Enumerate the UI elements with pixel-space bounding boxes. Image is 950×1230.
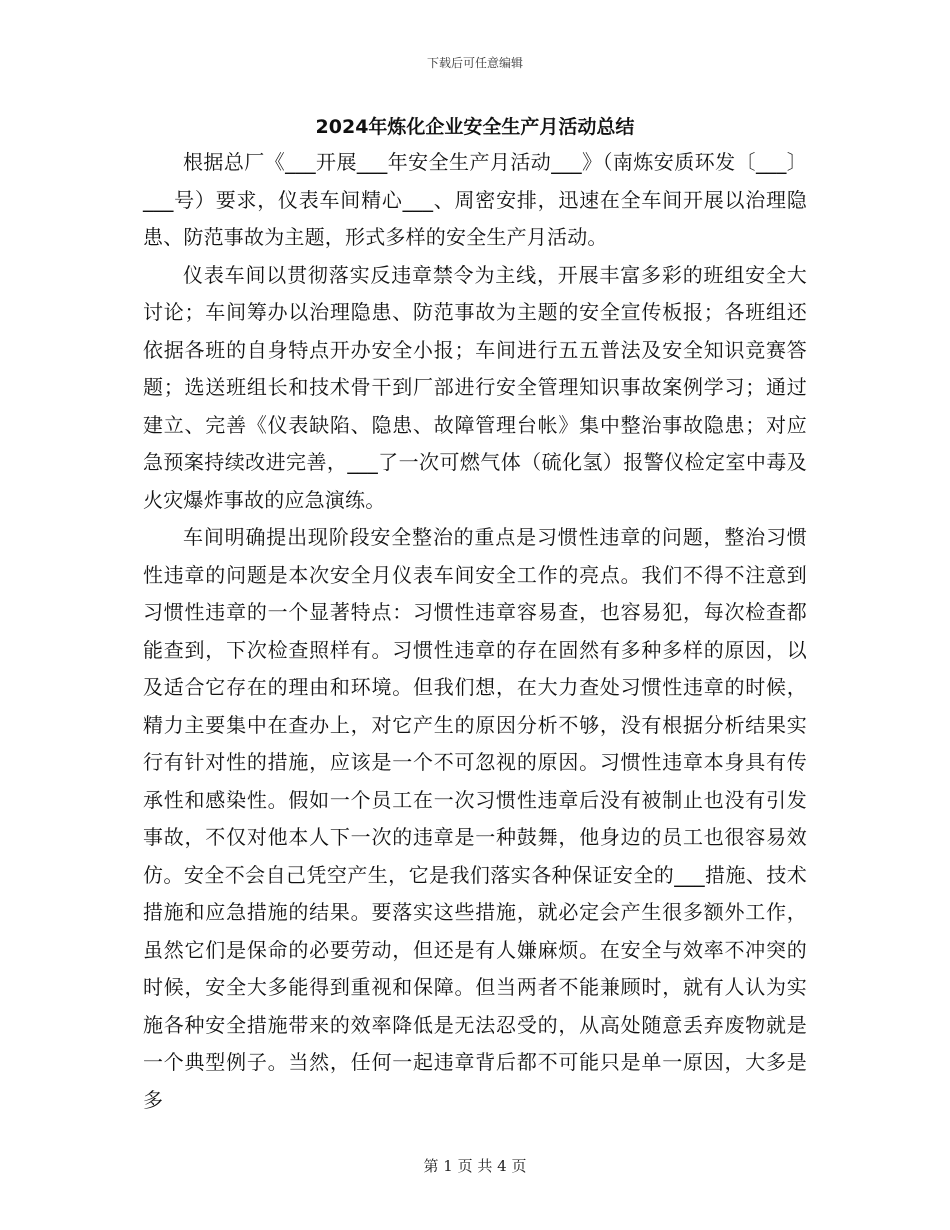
- page-number: 第 1 页 共 4 页: [423, 1157, 527, 1175]
- paragraph-2: 仪表车间以贯彻落实反违章禁令为主线，开展丰富多彩的班组安全大讨论；车间筹办以治理隐患、防范事故为主题的安全宣传板报；各班组还依据各班的自身特点开办安全小报；车间进行五五普法及安全知识竞赛答题；选送班组长和技术骨干到厂部进行安全管理知识事故案例学习；通过建立、完善《仪表缺陷、隐患、故障管理台帐》集中整治事故隐患；对应急预案持续改进完善，___了一次可燃气体（硫化氢）报警仪检定室中毒及火灾爆炸事故的应急演练。: [143, 262, 807, 512]
- document-body: [143, 144, 807, 1119]
- document-title: 2024年炼化企业安全生产月活动总结: [315, 116, 635, 138]
- page-header-note: 下载后可任意编辑: [426, 56, 523, 70]
- paragraph-3: 车间明确提出现阶段安全整治的重点是习惯性违章的问题，整治习惯性违章的问题是本次安全月仪表车间安全工作的亮点。我们不得不注意到习惯性违章的一个显著特点：习惯性违章容易查，也容易犯，每次检查都能查到，下次检查照样有。习惯性违章的存在固然有多种多样的原因，以及适合它存在的理由和环境。但我们想，在大力查处习惯性违章的时候，精力主要集中在查办上，对它产生的原因分析不够，没有根据分析结果实行有针对性的措施，应该是一个不可忽视的原因。习惯性违章本身具有传承性和感染性。假如一个员工在一次习惯性违章后没有被制止也没有引发事故，不仅对他本人下一次的违章是一种鼓舞，他身边的员工也很容易效仿。安全不会自己凭空产生，它是我们落实各种保证安全的___措施、技术措施和应急措施的结果。要落实这些措施，就必定会产生很多额外工作，虽然它们是保命的必要劳动，但还是有人嫌麻烦。在安全与效率不冲突的时候，安全大多能得到重视和保障。但当两者不能兼顾时，就有人认为实施各种安全措施带来的效率降低是无法忍受的，从高处随意丢弃废物就是一个典型例子。当然，任何一起违章背后都不可能只是单一原因，大多是多: [143, 525, 807, 1112]
- paragraph-1: 根据总厂《___开展___年安全生产月活动___》（南炼安质环发〔___〕___号）要求，仪表车间精心___、周密安排，迅速在全车间开展以治理隐患、防范事故为主题，形式多样的安全生产月活动。: [143, 150, 807, 249]
